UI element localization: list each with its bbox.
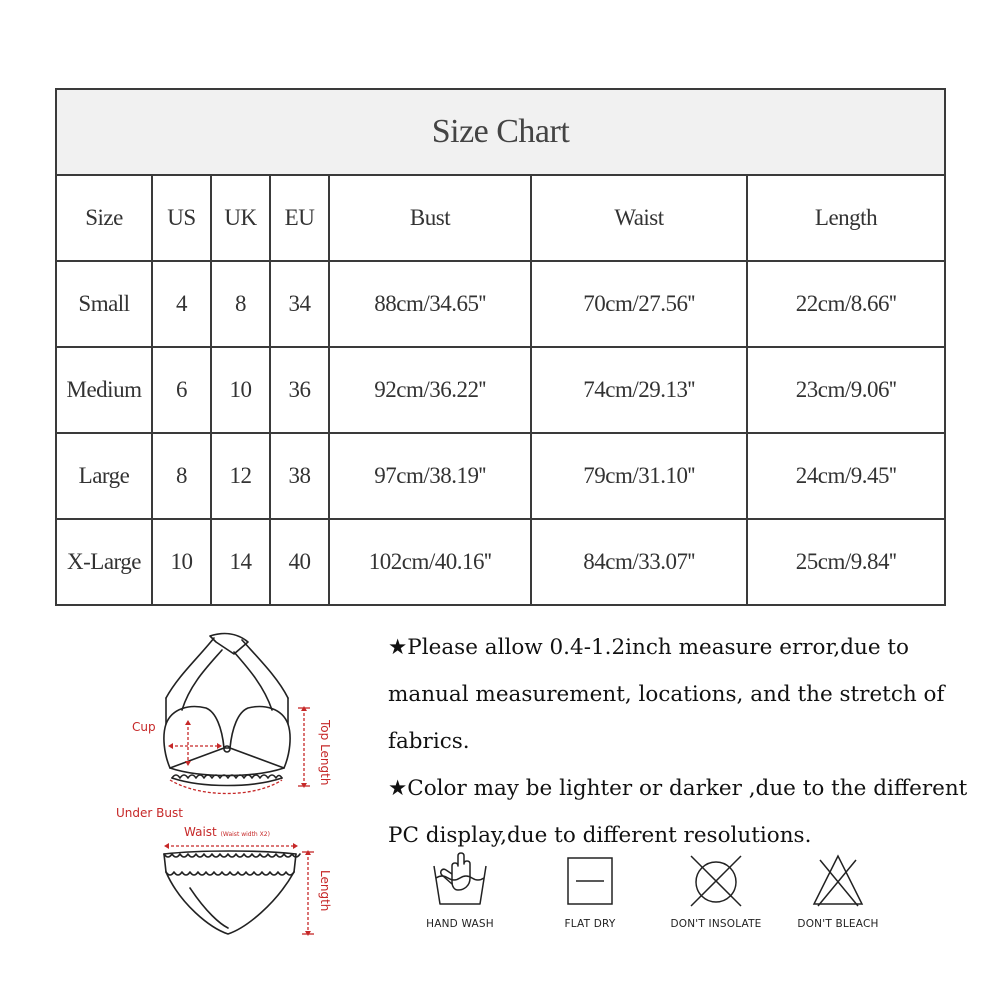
notes (388, 624, 988, 859)
size-chart-title: Size Chart (56, 89, 945, 175)
column-header: EU (270, 175, 329, 261)
table-cell: 10 (211, 347, 270, 433)
table-cell: 79cm/31.10'' (531, 433, 747, 519)
title-row (56, 89, 945, 175)
note-measure-error: ★Please allow 0.4-1.2inch measure error,due to manual measurement, locations, and the stretch of fabrics. (388, 635, 945, 754)
care-dont-bleach (784, 852, 892, 952)
cup-label: Cup (132, 720, 156, 734)
hand-wash-icon (430, 852, 490, 908)
table-row (56, 261, 945, 347)
dont-insolate-icon (685, 852, 747, 908)
table-cell: 74cm/29.13'' (531, 347, 747, 433)
table-cell: Medium (56, 347, 152, 433)
table-cell: 10 (152, 519, 211, 605)
header-row (56, 175, 945, 261)
size-chart-table (55, 88, 946, 606)
note-color: ★Color may be lighter or darker ,due to the different PC display,due to different resolutions. (388, 776, 968, 848)
table-cell: 12 (211, 433, 270, 519)
bikini-diagram-icon (110, 628, 350, 948)
table-cell: 34 (270, 261, 329, 347)
table-cell: 22cm/8.66'' (747, 261, 945, 347)
table-cell: 36 (270, 347, 329, 433)
length-label: Length (318, 870, 332, 912)
table-cell: Small (56, 261, 152, 347)
table-cell: 24cm/9.45'' (747, 433, 945, 519)
care-dont-insolate (660, 852, 772, 952)
column-header: Length (747, 175, 945, 261)
dont-bleach-label: DON'T BLEACH (797, 918, 879, 930)
column-header: US (152, 175, 211, 261)
table-cell: 92cm/36.22'' (329, 347, 531, 433)
waist-text: Waist (184, 825, 217, 839)
column-header: Size (56, 175, 152, 261)
care-hand-wash (415, 852, 505, 952)
table-cell: 38 (270, 433, 329, 519)
waist-label (184, 825, 270, 839)
under-bust-label: Under Bust (116, 806, 183, 820)
table-cell: 97cm/38.19'' (329, 433, 531, 519)
table-cell: 8 (211, 261, 270, 347)
table-cell: 6 (152, 347, 211, 433)
flat-dry-icon (560, 852, 620, 908)
table-row (56, 347, 945, 433)
table-cell: 88cm/34.65'' (329, 261, 531, 347)
column-header: Bust (329, 175, 531, 261)
table-cell: 84cm/33.07'' (531, 519, 747, 605)
table-cell: X-Large (56, 519, 152, 605)
table-cell: 70cm/27.56'' (531, 261, 747, 347)
table-cell: 14 (211, 519, 270, 605)
table-row (56, 433, 945, 519)
dont-bleach-icon (808, 852, 868, 908)
hand-wash-label: HAND WASH (426, 918, 494, 930)
waist-note: (Waist width X2) (220, 831, 270, 838)
table-cell: 8 (152, 433, 211, 519)
care-flat-dry (545, 852, 635, 952)
top-length-label: Top Length (318, 720, 332, 786)
table-cell: 25cm/9.84'' (747, 519, 945, 605)
table-cell: 23cm/9.06'' (747, 347, 945, 433)
flat-dry-label: FLAT DRY (564, 918, 616, 930)
table-cell: 102cm/40.16'' (329, 519, 531, 605)
table-cell: Large (56, 433, 152, 519)
table-cell: 4 (152, 261, 211, 347)
column-header: Waist (531, 175, 747, 261)
table-row (56, 519, 945, 605)
table-cell: 40 (270, 519, 329, 605)
dont-insolate-label: DON'T INSOLATE (670, 918, 762, 930)
size-chart-table-wrap (55, 88, 944, 606)
bikini-diagram (110, 628, 350, 948)
column-header: UK (211, 175, 270, 261)
